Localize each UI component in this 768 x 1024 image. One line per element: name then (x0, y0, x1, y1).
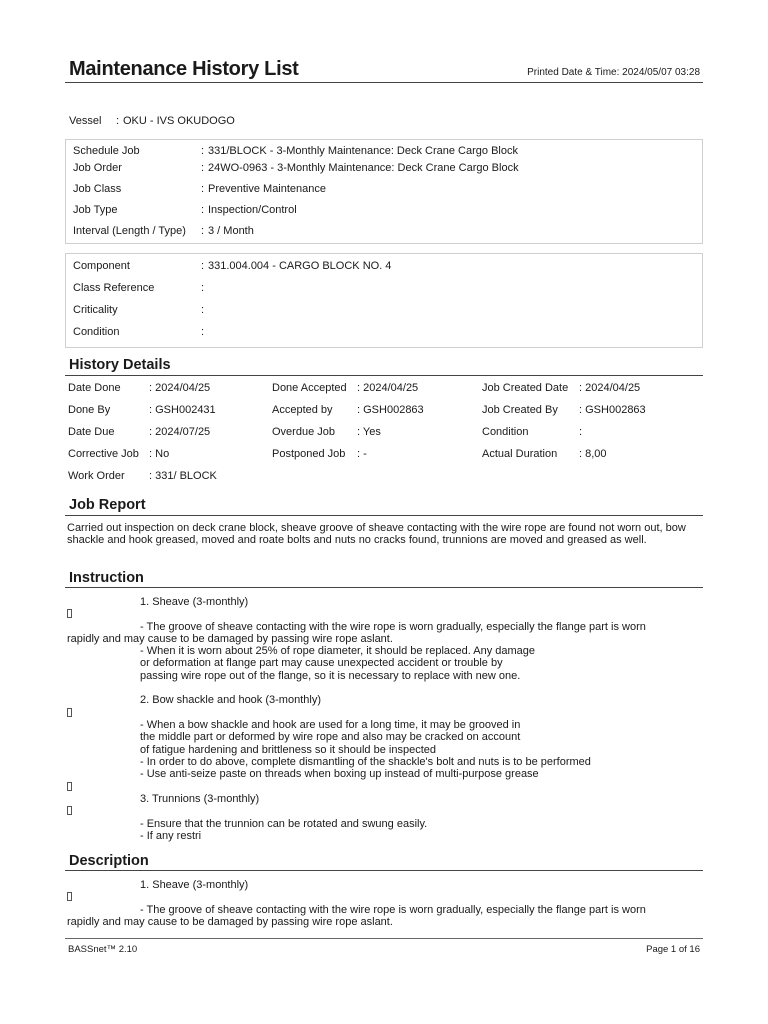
missing-glyph-icon (67, 782, 72, 791)
page-number: Page 1 of 16 (646, 944, 700, 955)
component-info-box (65, 253, 703, 348)
history-label: Actual Duration (482, 448, 558, 460)
field-label: Component (73, 260, 130, 272)
field-colon: : (201, 260, 205, 272)
instruction-divider (65, 587, 703, 588)
field-label: Condition (73, 326, 120, 338)
job-report-divider (65, 515, 703, 516)
history-label: Date Done (68, 382, 121, 394)
history-label: Overdue Job (272, 426, 335, 438)
instruction-line: 3. Trunnions (3-monthly) (140, 793, 260, 805)
field-value: 331.004.004 - CARGO BLOCK NO. 4 (208, 260, 392, 272)
history-label: Postponed Job (272, 448, 346, 460)
field-value: 24WO-0963 - 3-Monthly Maintenance: Deck Crane Cargo Block (208, 162, 519, 174)
history-value: : 331/ BLOCK (149, 470, 217, 482)
field-value: 331/BLOCK - 3-Monthly Maintenance: Deck Crane Cargo Block (208, 145, 518, 157)
field-label: Job Order (73, 162, 122, 174)
field-label: Schedule Job (73, 145, 140, 157)
field-colon: : (201, 145, 205, 157)
history-value: : GSH002863 (579, 404, 646, 416)
description-divider (65, 870, 703, 871)
field-label: Criticality (73, 304, 118, 316)
instruction-line: - The groove of sheave contacting with the wire rope is worn gradually, especially the flange part is worn (140, 621, 646, 633)
field-label: Job Class (73, 183, 122, 195)
history-label: Date Due (68, 426, 115, 438)
history-value: : - (357, 448, 367, 460)
instruction-line: - When it is worn about 25% of rope diameter, it should be replaced. Any damage (140, 645, 536, 657)
field-value: Preventive Maintenance (208, 183, 327, 195)
history-value: : 2024/04/25 (149, 382, 211, 394)
field-label: Class Reference (73, 282, 155, 294)
header-divider (65, 82, 703, 83)
field-colon: : (201, 162, 205, 174)
field-colon: : (201, 225, 205, 237)
description-line: 1. Sheave (3-monthly) (140, 879, 249, 891)
history-value: : GSH002863 (357, 404, 424, 416)
history-value: : 8,00 (579, 448, 607, 460)
missing-glyph-icon (67, 708, 72, 717)
field-label: Interval (Length / Type) (73, 225, 186, 237)
vessel-value: OKU - IVS OKUDOGO (123, 115, 235, 127)
vessel-label: Vessel (69, 115, 102, 127)
field-colon: : (201, 304, 205, 316)
missing-glyph-icon (67, 609, 72, 618)
history-label: Corrective Job (68, 448, 139, 460)
history-value: : 2024/04/25 (357, 382, 419, 394)
history-label: Work Order (68, 470, 125, 482)
job-info-box (65, 139, 703, 244)
instruction-line: - If any restri (140, 830, 202, 842)
page-title: Maintenance History List (69, 58, 299, 80)
instruction-line: - Use anti-seize paste on threads when boxing up instead of multi-purpose grease (140, 768, 539, 780)
history-value: : 2024/04/25 (579, 382, 641, 394)
footer-divider (65, 938, 703, 939)
instruction-line: of fatigue hardening and brittleness so it should be inspected (140, 744, 436, 756)
field-value: 3 / Month (208, 225, 254, 237)
instruction-line: 1. Sheave (3-monthly) (140, 596, 249, 608)
history-section-title: History Details (69, 357, 171, 373)
instruction-line: or deformation at flange part may cause unexpected accident or trouble by (140, 657, 503, 669)
instruction-line: - Ensure that the trunnion can be rotated and swung easily. (140, 818, 428, 830)
footer-software: BASSnet™ 2.10 (68, 944, 138, 955)
history-value: : Yes (357, 426, 381, 438)
history-label: Job Created Date (482, 382, 569, 394)
vessel-colon: : (116, 115, 120, 127)
instruction-line: the middle part or deformed by wire rope and also may be cracked on account (140, 731, 521, 743)
history-value: : (579, 426, 583, 438)
field-colon: : (201, 326, 205, 338)
field-colon: : (201, 183, 205, 195)
history-divider (65, 375, 703, 376)
description-section-title: Description (69, 853, 149, 869)
job-report-text: Carried out inspection on deck crane block, sheave groove of sheave contacting with the wire rope are found not worn out, bow shackle and hook greased, moved and roate bolts and nuts no cracks found, trunnions are moved and greased as well. (67, 522, 686, 547)
instruction-section-title: Instruction (69, 570, 144, 586)
field-colon: : (201, 282, 205, 294)
instruction-line: - In order to do above, complete dismantling of the shackle's bolt and nuts is to be performed (140, 756, 591, 768)
history-value: : 2024/07/25 (149, 426, 211, 438)
history-label: Accepted by (272, 404, 333, 416)
missing-glyph-icon (67, 806, 72, 815)
field-colon: : (201, 204, 205, 216)
instruction-line: 2. Bow shackle and hook (3-monthly) (140, 694, 321, 706)
history-value: : No (149, 448, 170, 460)
job-report-section-title: Job Report (69, 497, 146, 513)
history-label: Done By (68, 404, 111, 416)
instruction-line: passing wire rope out of the flange, so it is necessary to replace with new one. (140, 670, 521, 682)
history-label: Job Created By (482, 404, 558, 416)
description-line: rapidly and may cause to be damaged by passing wire rope aslant. (67, 916, 393, 928)
description-line: - The groove of sheave contacting with the wire rope is worn gradually, especially the flange part is worn (140, 904, 646, 916)
history-value: : GSH002431 (149, 404, 216, 416)
instruction-line: rapidly and may cause to be damaged by passing wire rope aslant. (67, 633, 393, 645)
history-label: Condition (482, 426, 529, 438)
field-value: Inspection/Control (208, 204, 297, 216)
instruction-line: - When a bow shackle and hook are used for a long time, it may be grooved in (140, 719, 521, 731)
history-label: Done Accepted (272, 382, 347, 394)
printed-date-time: Printed Date & Time: 2024/05/07 03:28 (527, 67, 700, 78)
field-label: Job Type (73, 204, 118, 216)
missing-glyph-icon (67, 892, 72, 901)
vessel-row (69, 115, 235, 127)
